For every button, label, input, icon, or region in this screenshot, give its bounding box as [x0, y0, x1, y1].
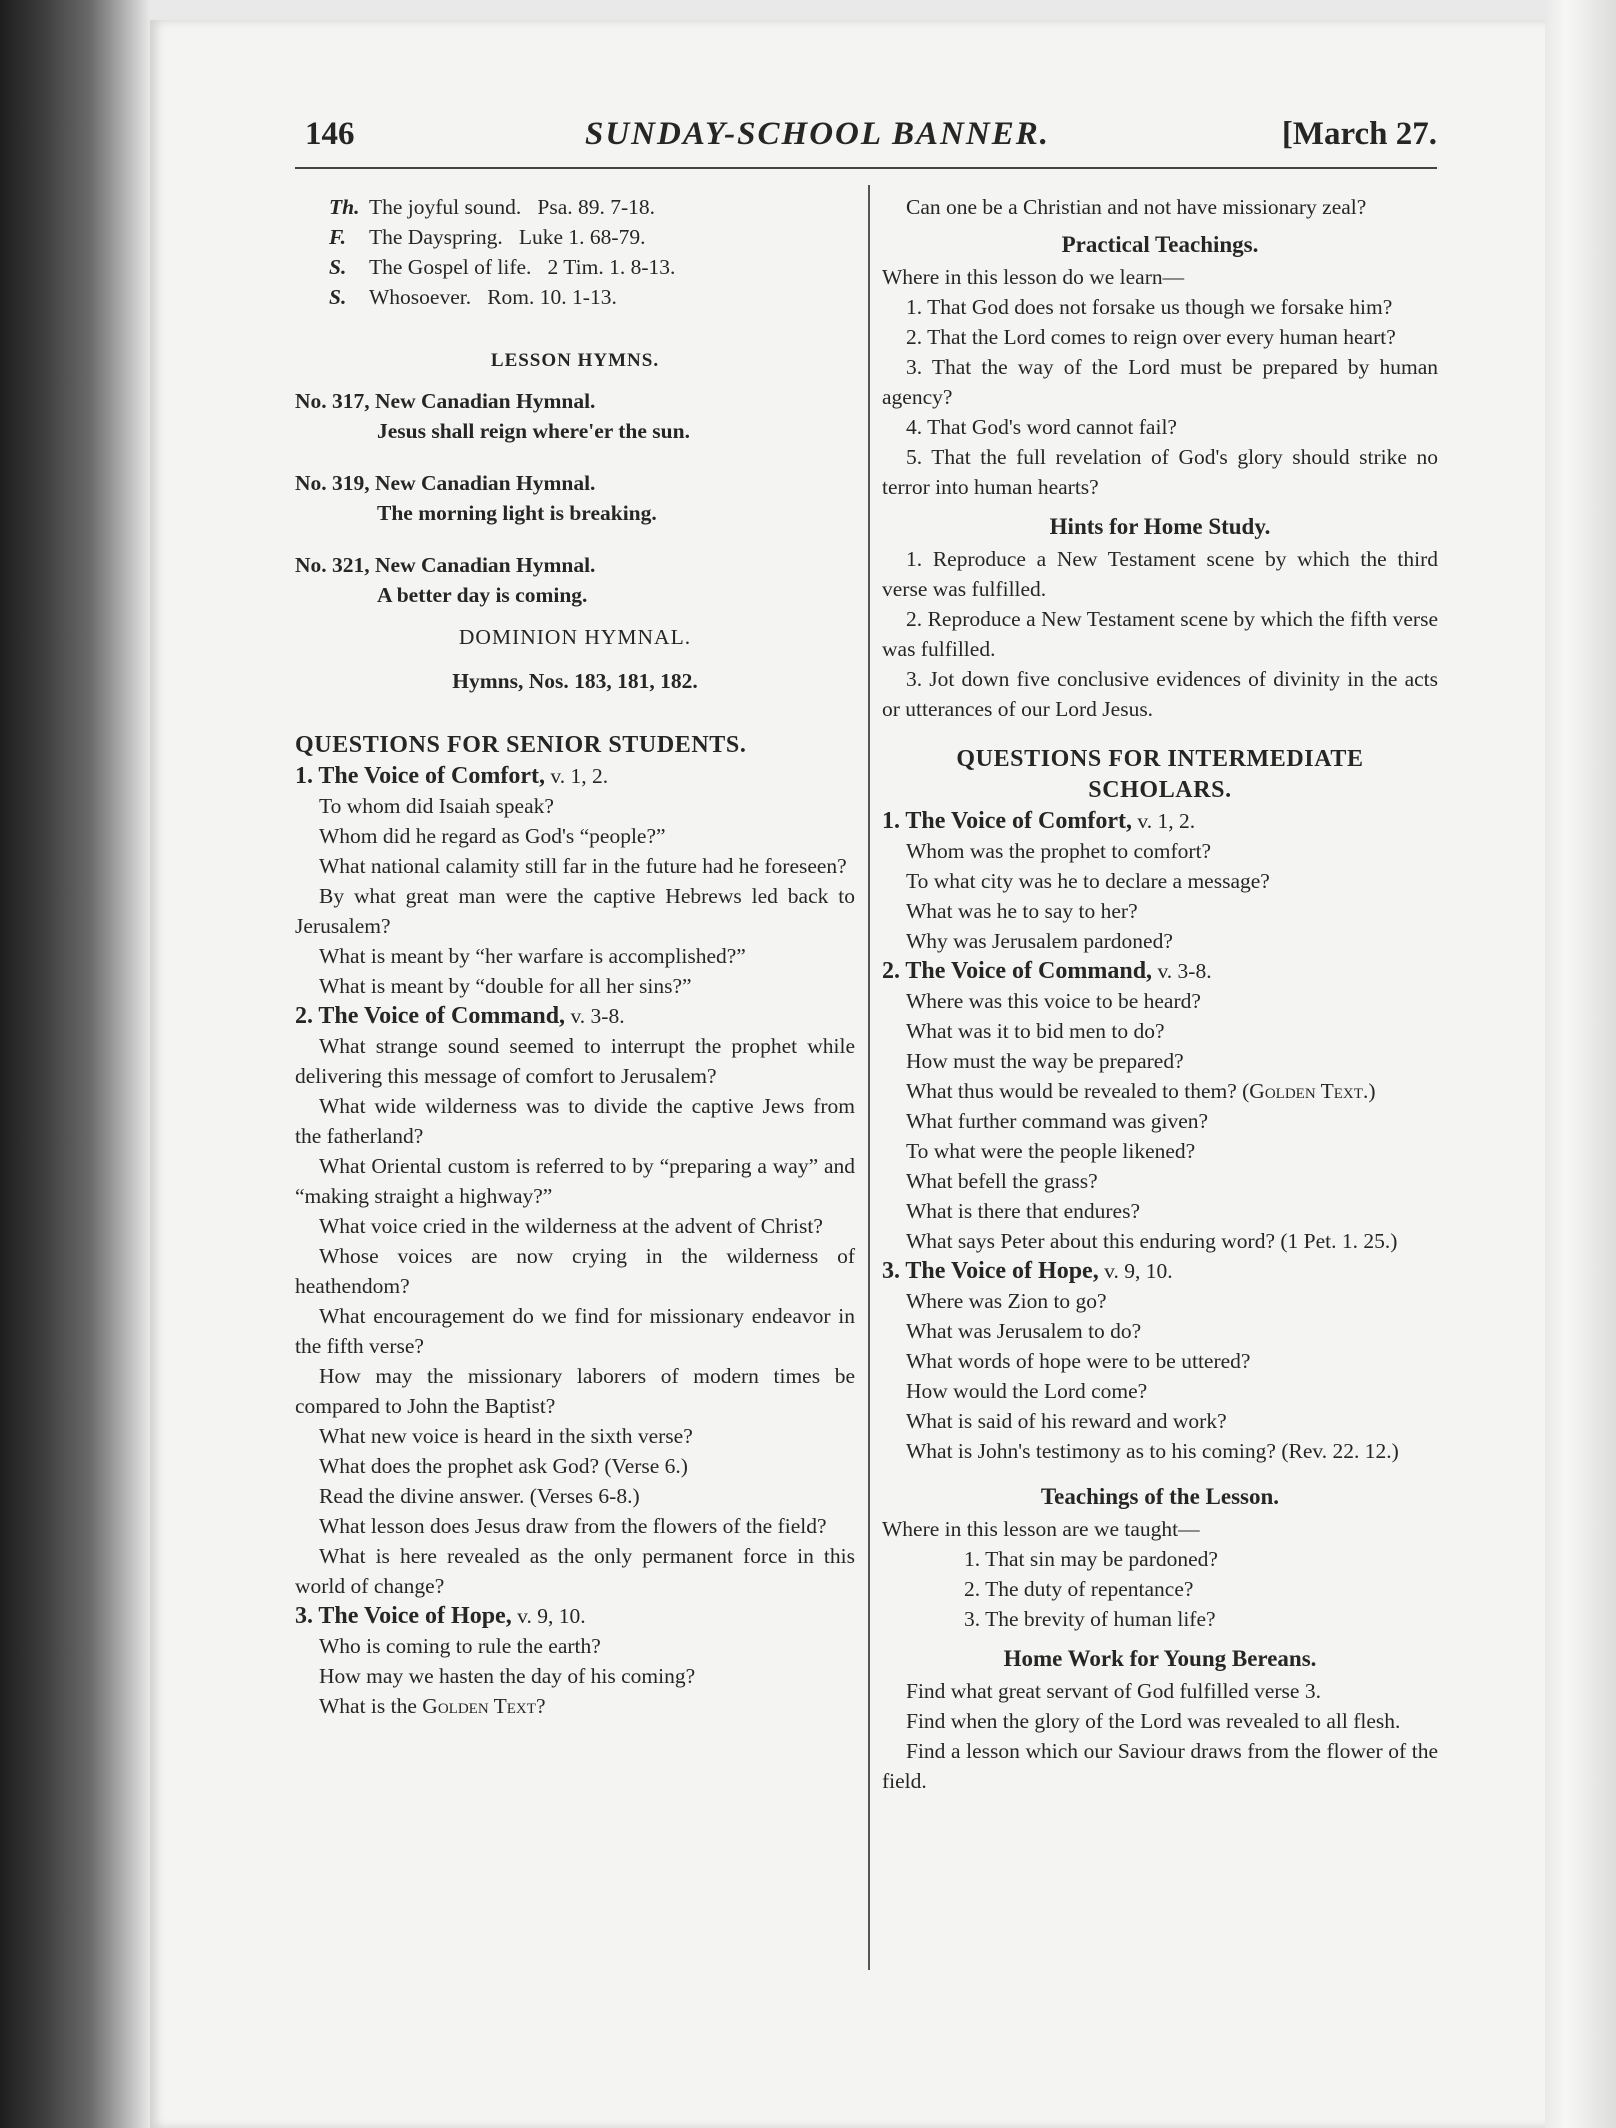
practical-item: 3. That the way of the Lord must be prepared by human agency? — [882, 355, 1438, 409]
hymn-number: No. 321, New Canadian Hymnal. — [295, 553, 596, 577]
question: What is said of his reward and work? — [906, 1409, 1227, 1433]
question: How may we hasten the day of his coming? — [319, 1664, 696, 1688]
daily-readings — [295, 192, 855, 312]
homework-item: Find when the glory of the Lord was revealed to all flesh. — [906, 1709, 1401, 1733]
question: What further command was given? — [906, 1109, 1209, 1133]
section-heading: 3. The Voice of Hope, v. 9, 10. — [882, 1258, 1173, 1284]
section-heading: 1. The Voice of Comfort, v. 1, 2. — [295, 763, 609, 789]
section-heading: 3. The Voice of Hope, v. 9, 10. — [295, 1603, 586, 1629]
hint-item: 3. Jot down five conclusive evidences of divinity in the acts or utterances of our Lord Jesus. — [882, 667, 1438, 721]
question: Who is coming to rule the earth? — [319, 1634, 601, 1658]
lesson-hymns-heading: LESSON HYMNS. — [490, 350, 660, 371]
teachings-heading: Teachings of the Lesson. — [1040, 1484, 1280, 1509]
hymn-first-line: Jesus shall reign where'er the sun. — [377, 419, 690, 443]
question: What new voice is heard in the sixth verse? — [319, 1424, 693, 1448]
teaching-item: 2. The duty of repentance? — [964, 1577, 1194, 1601]
question: What thus would be revealed to them? (Golden Text.) — [906, 1079, 1376, 1103]
question: What strange sound seemed to interrupt the prophet while delivering this message of comfort to Jerusalem? — [295, 1034, 855, 1088]
question: What does the prophet ask God? (Verse 6.) — [319, 1454, 688, 1478]
question: What is here revealed as the only permanent force in this world of change? — [295, 1544, 855, 1598]
page-edge — [1545, 0, 1616, 2128]
issue-date: [March 27. — [1281, 116, 1437, 152]
practical-item: 2. That the Lord comes to reign over every human heart? — [906, 325, 1396, 349]
dominion-hymnal-heading: DOMINION HYMNAL. — [458, 625, 692, 649]
hymn-first-line: The morning light is breaking. — [377, 501, 657, 525]
question: What was it to bid men to do? — [906, 1019, 1165, 1043]
question: What is meant by “double for all her sins?” — [319, 974, 692, 998]
left-column — [295, 192, 855, 1721]
question: What was Jerusalem to do? — [906, 1319, 1142, 1343]
question: What Oriental custom is referred to by “preparing a way” and “making straight a highway?” — [295, 1154, 855, 1208]
question: What is there that endures? — [906, 1199, 1141, 1223]
section-heading: 1. The Voice of Comfort, v. 1, 2. — [882, 808, 1196, 834]
teaching-item: 1. That sin may be pardoned? — [964, 1547, 1218, 1571]
question: To whom did Isaiah speak? — [319, 794, 554, 818]
hint-item: 1. Reproduce a New Testament scene by which the third verse was fulfilled. — [882, 547, 1438, 601]
question: By what great man were the captive Hebrews led back to Jerusalem? — [295, 884, 855, 938]
reading-item: S. Whosoever. Rom. 10. 1-13. — [329, 285, 617, 309]
question: What wide wilderness was to divide the captive Jews from the fatherland? — [295, 1094, 855, 1148]
running-header — [305, 116, 1437, 166]
question: What words of hope were to be uttered? — [906, 1349, 1251, 1373]
homework-item: Find a lesson which our Saviour draws from the flower of the field. — [882, 1739, 1438, 1793]
hymn-number: No. 319, New Canadian Hymnal. — [295, 471, 596, 495]
right-column — [882, 192, 1438, 1796]
intro-question: Can one be a Christian and not have missionary zeal? — [906, 195, 1367, 219]
homework-heading: Home Work for Young Bereans. — [1003, 1646, 1317, 1671]
column-divider — [868, 185, 870, 1970]
dominion-hymns: Hymns, Nos. 183, 181, 182. — [452, 669, 698, 693]
hints-heading: Hints for Home Study. — [1049, 514, 1271, 539]
question: How may the missionary laborers of modern times be compared to John the Baptist? — [295, 1364, 855, 1418]
practical-item: 4. That God's word cannot fail? — [906, 415, 1177, 439]
question: What is meant by “her warfare is accomplished?” — [319, 944, 746, 968]
intermediate-heading: QUESTIONS FOR INTERMEDIATE SCHOLARS. — [956, 746, 1364, 803]
practical-teachings-heading: Practical Teachings. — [1061, 232, 1259, 257]
hymn-first-line: A better day is coming. — [377, 583, 588, 607]
question: How must the way be prepared? — [906, 1049, 1184, 1073]
teachings-lead: Where in this lesson are we taught— — [882, 1517, 1200, 1541]
question: To what city was he to declare a message? — [906, 869, 1270, 893]
question: How would the Lord come? — [906, 1379, 1148, 1403]
practical-item: 1. That God does not forsake us though we forsake him? — [906, 295, 1393, 319]
question: Read the divine answer. (Verses 6-8.) — [319, 1484, 640, 1508]
publication-title: SUNDAY-SCHOOL BANNER. — [585, 116, 1050, 152]
question: Where was Zion to go? — [906, 1289, 1107, 1313]
question: Where was this voice to be heard? — [906, 989, 1201, 1013]
reading-item: S. The Gospel of life. 2 Tim. 1. 8-13. — [329, 255, 676, 279]
hymn-number: No. 317, New Canadian Hymnal. — [295, 389, 596, 413]
question: To what were the people likened? — [906, 1139, 1196, 1163]
question: What is John's testimony as to his coming? (Rev. 22. 12.) — [906, 1439, 1399, 1463]
section-heading: 2. The Voice of Command, v. 3-8. — [295, 1003, 625, 1029]
question: What lesson does Jesus draw from the flowers of the field? — [319, 1514, 827, 1538]
reading-item: F. The Dayspring. Luke 1. 68-79. — [329, 225, 646, 249]
question: What is the Golden Text? — [319, 1694, 546, 1718]
hint-item: 2. Reproduce a New Testament scene by which the fifth verse was fulfilled. — [882, 607, 1438, 661]
question: Whom did he regard as God's “people?” — [319, 824, 666, 848]
question: Why was Jerusalem pardoned? — [906, 929, 1173, 953]
question: What encouragement do we find for missionary endeavor in the fifth verse? — [295, 1304, 855, 1358]
senior-questions-heading: QUESTIONS FOR SENIOR STUDENTS. — [295, 732, 747, 758]
question: What says Peter about this enduring word? (1 Pet. 1. 25.) — [906, 1229, 1398, 1253]
practical-lead: Where in this lesson do we learn— — [882, 265, 1185, 289]
question: What voice cried in the wilderness at the advent of Christ? — [319, 1214, 823, 1238]
question: Whom was the prophet to comfort? — [906, 839, 1212, 863]
homework-item: Find what great servant of God fulfilled verse 3. — [906, 1679, 1321, 1703]
question: What national calamity still far in the future had he foreseen? — [319, 854, 847, 878]
header-rule — [295, 167, 1437, 169]
question: Whose voices are now crying in the wilderness of heathendom? — [295, 1244, 855, 1298]
reading-item: Th. The joyful sound. Psa. 89. 7-18. — [329, 195, 656, 219]
question: What was he to say to her? — [906, 899, 1138, 923]
page-number: 146 — [305, 116, 355, 152]
section-heading: 2. The Voice of Command, v. 3-8. — [882, 958, 1212, 984]
practical-item: 5. That the full revelation of God's glory should strike no terror into human hearts? — [882, 445, 1438, 499]
teaching-item: 3. The brevity of human life? — [964, 1607, 1216, 1631]
question: What befell the grass? — [906, 1169, 1098, 1193]
